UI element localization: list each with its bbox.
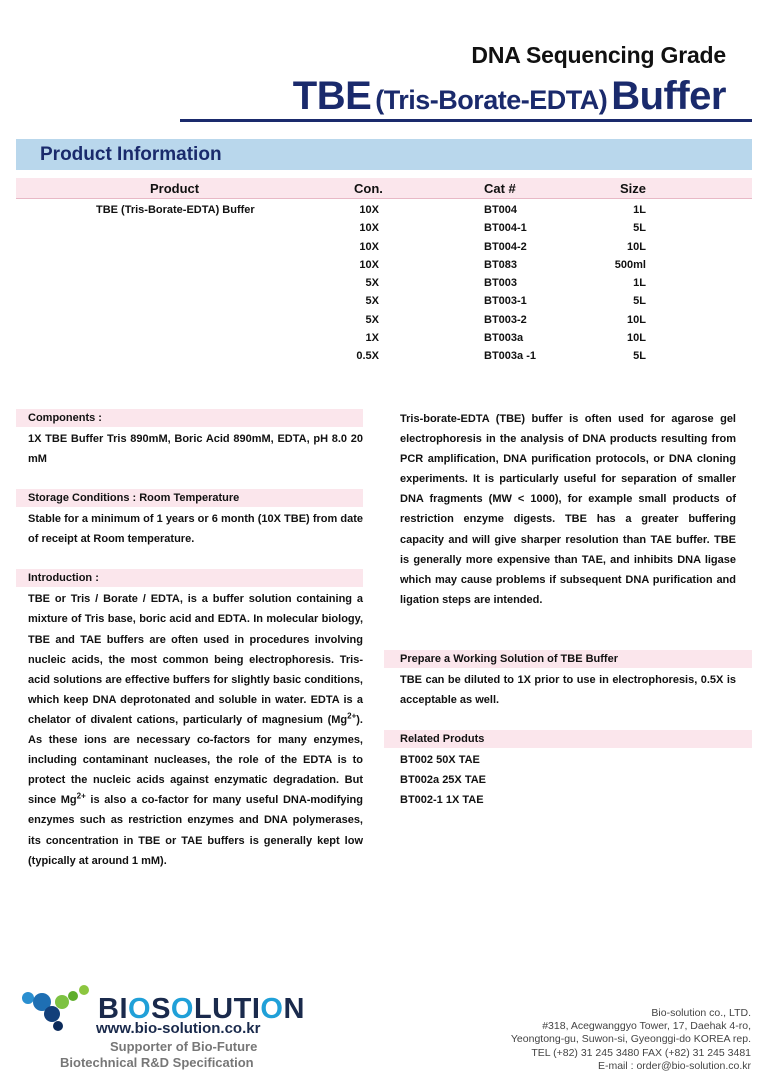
tagline: Supporter of Bio-Future — [110, 1039, 258, 1054]
related-item: BT002 50X TAE — [400, 754, 480, 767]
company-info — [511, 1007, 751, 1073]
logo-part: S — [151, 993, 171, 1025]
storage-text: Stable for a minimum of 1 years or 6 month (10X TBE) from date of receipt at Room temperature. — [28, 513, 363, 546]
right-column — [400, 409, 736, 810]
working-solution-text: TBE can be diluted to 1X prior to use in electrophoresis, 0.5X is acceptable as well. — [400, 673, 736, 707]
table-row — [0, 276, 768, 294]
logo-part: LUTI — [193, 993, 261, 1025]
introduction-heading: Introduction : — [16, 569, 363, 587]
cell-size: 10L — [627, 313, 646, 326]
cell-con: 5X — [365, 295, 379, 308]
left-column — [28, 409, 363, 871]
biosolution-logo-icon — [18, 980, 100, 1040]
title-main: TBE — [292, 74, 372, 118]
cell-size: 10L — [627, 332, 646, 345]
cell-con: 10X — [359, 240, 379, 253]
company-email[interactable]: E-mail : order@bio-solution.co.kr — [597, 1059, 751, 1072]
page-title — [293, 74, 726, 119]
related-item: BT002a 25X TAE — [400, 774, 487, 787]
section-bar — [16, 139, 752, 170]
logo-part: BI — [98, 993, 128, 1025]
cell-size: 1L — [633, 277, 646, 290]
company-line: TEL (+82) 31 245 3480 FAX (+82) 31 245 3481 — [531, 1046, 751, 1059]
cell-con: 1X — [365, 332, 379, 345]
title-end: Buffer — [611, 74, 726, 118]
table-row — [0, 349, 768, 367]
storage-heading — [16, 489, 363, 507]
working-solution-heading: Prepare a Working Solution of TBE Buffer — [384, 650, 752, 668]
storage-heading-value: Room Temperature — [136, 492, 240, 505]
components-text: 1X TBE Buffer Tris 890mM, Boric Acid 890mM, EDTA, pH 8.0 20 mM — [28, 433, 363, 466]
header-size: Size — [620, 181, 647, 196]
header-con: Con. — [354, 181, 383, 196]
table-row — [0, 203, 768, 221]
intro-superscript: 2+ — [76, 791, 86, 801]
logo-part: N — [283, 993, 305, 1025]
company-line: #318, Acegwanggyo Tower, 17, Daehak 4-ro, — [542, 1020, 751, 1033]
description-text: Tris-borate-EDTA (TBE) buffer is often used for agarose gel electrophoresis in the analysis of DNA products resulting from PCR amplification, DNA purification protocols, or DNA cloning experiments. It is particularly useful for separation of smaller DNA fragments (MW < 1000), for example small products of restriction enzyme digests. TBE has a greater buffering capacity and will give sharper resolution than TAE buffer. TBE is generally more expensive than TAE, and inhibits DNA ligase which may cause problems if subsequent DNA purification and ligation steps are intended. — [400, 413, 736, 606]
cell-size: 1L — [633, 204, 646, 216]
cell-size: 5L — [633, 350, 646, 363]
subtitle: DNA Sequencing Grade — [471, 42, 726, 68]
website-link[interactable]: www.bio-solution.co.kr — [96, 1020, 261, 1037]
cell-cat: BT003a -1 — [484, 350, 536, 363]
cell-cat: BT003 — [484, 277, 518, 290]
intro-text-part: ). As these ions are necessary co-factors for many enzymes, including contaminant nucleases, the role of the EDTA is to protect the nucleic acids against enzymatic degradation. But since Mg — [28, 713, 363, 807]
cell-size: 10L — [627, 240, 646, 253]
cell-cat: BT003a — [484, 332, 524, 345]
table-row — [0, 294, 768, 312]
cell-size: 500ml — [614, 258, 646, 271]
table-row — [0, 240, 768, 258]
cell-cat: BT003-1 — [484, 295, 527, 308]
cell-cat: BT083 — [484, 258, 518, 271]
cell-size: 5L — [633, 222, 646, 235]
title-rule — [180, 119, 752, 122]
cell-cat: BT004 — [484, 204, 518, 216]
logo-part: O — [128, 993, 152, 1025]
cell-size: 5L — [633, 295, 646, 308]
introduction-text — [28, 589, 363, 870]
cell-con: 5X — [365, 277, 379, 290]
logo-part: O — [170, 993, 194, 1025]
table-row — [0, 258, 768, 276]
table-row — [0, 331, 768, 349]
table-row — [0, 313, 768, 331]
storage-heading-label: Storage Conditions : — [28, 492, 137, 505]
header-cat: Cat # — [484, 181, 516, 196]
related-item: BT002-1 1X TAE — [400, 794, 484, 807]
intro-superscript: 2+ — [347, 711, 357, 721]
title-paren: (Tris-Borate-EDTA) — [375, 85, 608, 115]
cell-con: 10X — [359, 204, 379, 216]
company-line: Yeongtong-gu, Suwon-si, Gyeonggi-do KOREA rep. — [510, 1033, 751, 1046]
cell-con: 10X — [359, 258, 379, 271]
company-line: Bio-solution co., LTD. — [651, 1007, 751, 1019]
cell-cat: BT004-2 — [484, 240, 527, 253]
section-title: Product Information — [40, 144, 222, 165]
tagline: Biotechnical R&D Specification — [60, 1055, 254, 1070]
table-row — [0, 221, 768, 239]
table-header-line — [16, 198, 752, 199]
header-product: Product — [150, 181, 200, 196]
logo-part: O — [260, 993, 284, 1025]
cell-cat: BT003-2 — [484, 313, 527, 326]
cell-con: 5X — [365, 313, 379, 326]
product-table — [0, 203, 768, 368]
intro-text-part: TBE or Tris / Borate / EDTA, is a buffer solution containing a mixture of Tris base, boric acid and EDTA. In molecular biology, TBE and TAE buffers are often used in procedures involving nucleic acids, the most common being electrophoresis. Tris-acid solutions are effective buffers for slightly basic conditions, which keep DNA deprotonated and soluble in water. EDTA is a chelator of divalent cations, particularly of magnesium (Mg — [28, 593, 363, 726]
components-heading: Components : — [16, 409, 363, 427]
intro-text-part: is also a co-factor for many useful DNA-modifying enzymes such as restriction enzymes and DNA polymerases, its concentration in TBE or TAE buffers is generally kept low (typically at around 1 mM). — [28, 794, 363, 867]
cell-con: 10X — [359, 222, 379, 235]
cell-product: TBE (Tris-Borate-EDTA) Buffer — [96, 204, 255, 216]
cell-con: 0.5X — [356, 350, 379, 363]
related-heading: Related Produts — [384, 730, 752, 748]
cell-cat: BT004-1 — [484, 222, 527, 235]
